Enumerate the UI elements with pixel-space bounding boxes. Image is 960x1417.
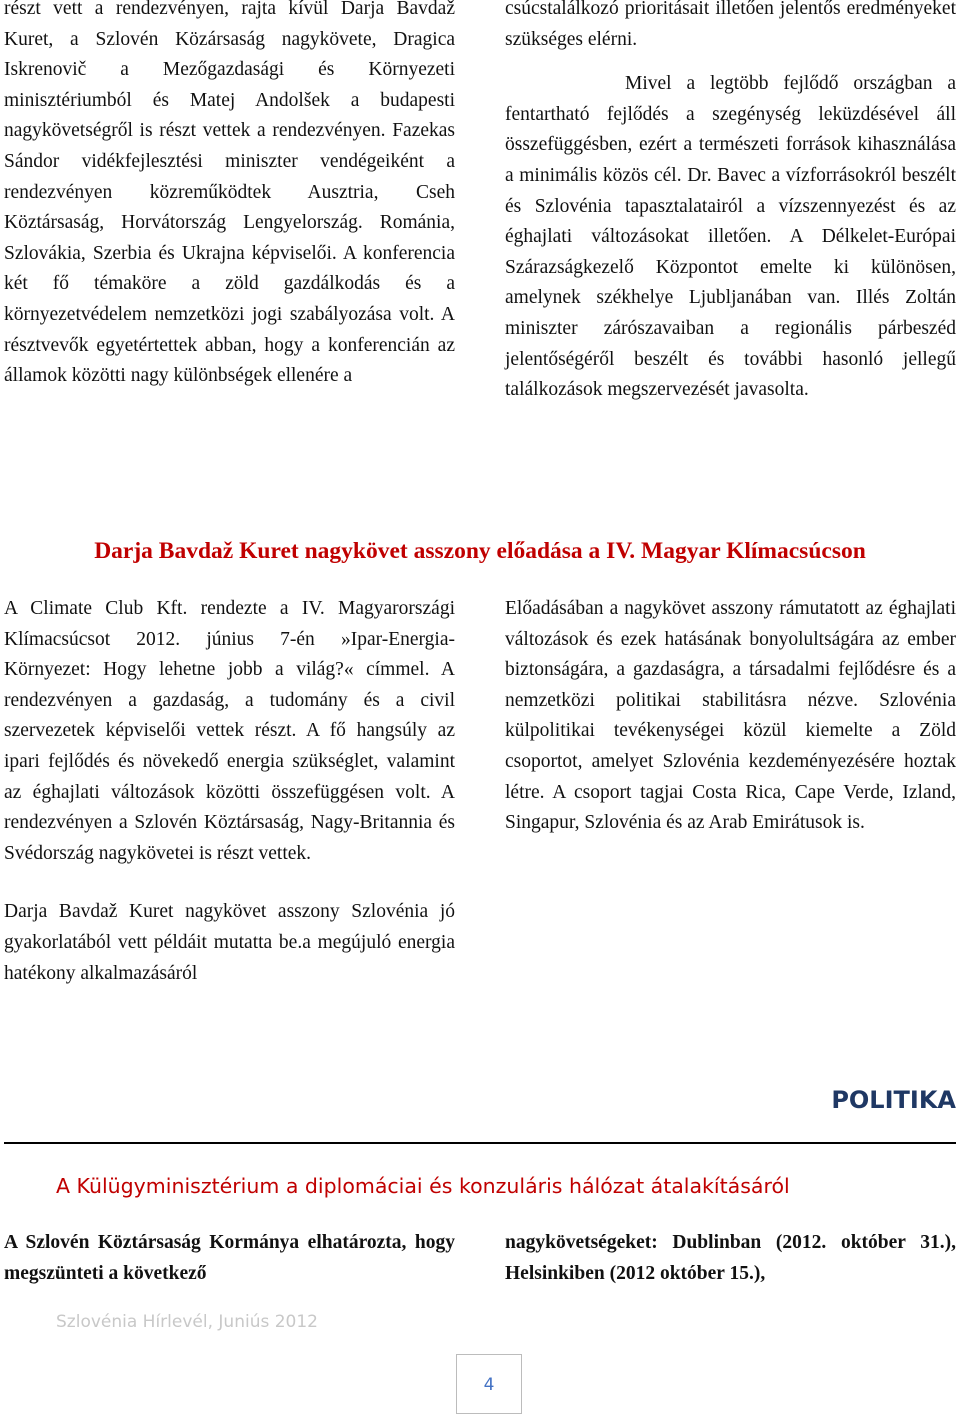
paragraph: A Szlovén Köztársaság Kormánya elhatározta, hogy megszünteti a következő: [4, 1232, 455, 1284]
page-number: 4: [456, 1354, 522, 1414]
paragraph: Darja Bavdaž Kuret nagykövet asszony Szlovénia jó gyakorlatából vett példáit mutatta be.a megújuló energia hatékony alkalmazásáról: [4, 901, 455, 984]
top-right-column: [505, 0, 956, 406]
section-heading: Darja Bavdaž Kuret nagykövet asszony előadása a IV. Magyar Klímacsúcson: [94, 538, 866, 564]
bottom-left-column: [4, 1228, 455, 1289]
mid-left-column: [4, 594, 455, 989]
section-divider: [4, 1142, 956, 1144]
paragraph: részt vett a rendezvényen, rajta kívül Darja Bavdaž Kuret, a Szlovén Közársaság nagykövete, Dragica Iskrenovič a Mezőgazdasági és Környezeti minisztériumból és Matej Andolšek a budapesti nagykövetségről is részt vettek a rendezvényen. Fazekas Sándor vidékfejlesztési miniszter vendégeiként a rendezvényen közreműködtek Ausztria, Cseh Köztársaság, Horvátország Lengyelország. Románia, Szlovákia, Szerbia és Ukrajna képviselői. A konferencia két fő témaköre a zöld gazdálkodás és a környezetvédelem nemzetközi jogi szabályozása volt. A résztvevők egyetértettek abban, hogy a konferencián az államok közötti nagy különbségek ellenére a: [4, 0, 455, 387]
politika-section-label: POLITIKA: [831, 1086, 956, 1114]
paragraph: nagykövetségeket: Dublinban (2012. október 31.), Helsinkiben (2012 október 15.),: [505, 1232, 956, 1284]
article-title: A Külügyminisztérium a diplomáciai és konzuláris hálózat átalakításáról: [56, 1174, 790, 1198]
bottom-right-column: [505, 1228, 956, 1289]
paragraph: Mivel a legtöbb fejlődő országban a fentartható fejlődés a szegénység leküzdésével áll összefüggésben, ezért a természeti források kihasználása a minimális közös cél. Dr. Bavec a vízforrásokról beszélt és Szlovénia tapasztalatairól a vízszennyezést és az éghajlati változásokat illetően. A Délkelet-Európai Szárazságkezelő Központot emelte ki különösen, amelynek székhelye Ljubljanában van. Illés Zoltán miniszter zárószavaiban a regionális párbeszéd jelentőségéről beszélt és további hasonló jellegű találkozások megszervezését javasolta.: [505, 73, 956, 401]
paragraph: Előadásában a nagykövet asszony rámutatott az éghajlati változások és ezek hatásának bonyolultságára az ember biztonságára, a gazdaságra, a társadalmi fejlődésre és a nemzetközi politikai stabilitásra nézve. Szlovénia külpolitikai tevékenységei közül kiemelte a Zöld csoportot, amelyet Szlovénia kezdeményezésére hoztak létre. A csoport tagjai Costa Rica, Cape Verde, Izland, Singapur, Szlovénia és az Arab Emirátusok is.: [505, 598, 956, 834]
paragraph: csúcstalálkozó prioritásait illetően jelentős eredményeket szükséges elérni.: [505, 0, 956, 50]
footer-publication: Szlovénia Hírlevél, Juniús 2012: [56, 1312, 318, 1332]
paragraph: A Climate Club Kft. rendezte a IV. Magyarországi Klímacsúcsot 2012. június 7-én »Ipar-Energia-Környezet: Hogy lehetne jobb a világ?« címmel. A rendezvényen a gazdaság, a tudomány és a civil szervezetek képviselői vettek részt. A fő hangsúly az ipari fejlődés és növekedő energia szükséglet, valamint az éghajlati változások közötti összefüggésen volt. A rendezvényen a Szlovén Köztársaság, Nagy-Britannia és Svédország nagykövetei is részt vettek.: [4, 598, 455, 864]
mid-right-column: [505, 594, 956, 839]
top-left-column: [4, 0, 455, 392]
